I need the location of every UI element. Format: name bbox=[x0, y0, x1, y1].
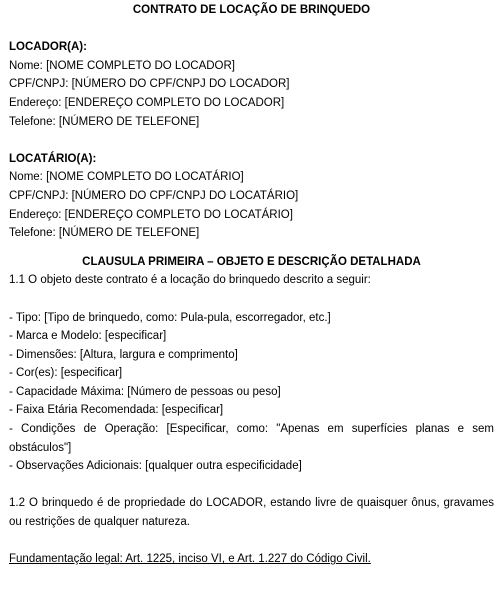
spacer bbox=[9, 290, 494, 309]
spacer bbox=[9, 476, 494, 495]
clausula-item-1-2: 1.2 O brinquedo é de propriedade do LOCADOR, estando livre de quaisquer ônus, gravames ou restrições de qualquer natureza. bbox=[9, 497, 494, 529]
clausula-intro: 1.1 O objeto deste contrato é a locação do brinquedo descrito a seguir: bbox=[9, 274, 371, 287]
list-item: - Capacidade Máxima: [Número de pessoas ou peso] bbox=[9, 385, 281, 398]
locador-heading: LOCADOR(A): bbox=[9, 41, 87, 54]
document-title: CONTRATO DE LOCAÇÃO DE BRINQUEDO bbox=[132, 4, 371, 16]
list-item: - Tipo: [Tipo de brinquedo, como: Pula-pula, escorregador, etc.] bbox=[9, 311, 331, 324]
list-item: - Condições de Operação: [Especificar, como: "Apenas em superfícies planas e sem obstáculos"] bbox=[9, 423, 494, 454]
spacer bbox=[9, 243, 494, 253]
list-item: - Faixa Etária Recomendada: [especificar] bbox=[9, 404, 224, 417]
spacer bbox=[9, 20, 494, 39]
locatario-nome: Nome: [NOME COMPLETO DO LOCATÁRIO] bbox=[9, 171, 244, 184]
list-item: - Dimensões: [Altura, largura e comprimento] bbox=[9, 348, 238, 361]
clausula-heading: CLAUSULA PRIMEIRA – OBJETO E DESCRIÇÃO DETALHADA bbox=[82, 255, 421, 268]
fundamentacao-legal: Fundamentação legal: Art. 1225, inciso VI, e Art. 1.227 do Código Civil. bbox=[9, 553, 371, 566]
list-item: - Observações Adicionais: [qualquer outra especificidade] bbox=[9, 460, 302, 473]
locador-cpf: CPF/CNPJ: [NÚMERO DO CPF/CNPJ DO LOCADOR] bbox=[9, 78, 290, 91]
clausula-primeira bbox=[9, 253, 494, 569]
locador-section bbox=[9, 38, 494, 131]
spacer bbox=[9, 131, 494, 150]
locatario-section bbox=[9, 150, 494, 243]
locatario-heading: LOCATÁRIO(A): bbox=[9, 152, 97, 165]
list-item: - Marca e Modelo: [especificar] bbox=[9, 330, 167, 343]
locatario-endereco: Endereço: [ENDEREÇO COMPLETO DO LOCATÁRIO] bbox=[9, 208, 293, 221]
locador-telefone: Telefone: [NÚMERO DE TELEFONE] bbox=[9, 115, 200, 128]
spacer bbox=[9, 532, 494, 551]
locador-nome: Nome: [NOME COMPLETO DO LOCADOR] bbox=[9, 59, 235, 72]
locador-endereco: Endereço: [ENDEREÇO COMPLETO DO LOCADOR] bbox=[9, 96, 285, 109]
document-page bbox=[0, 1, 500, 601]
locatario-cpf: CPF/CNPJ: [NÚMERO DO CPF/CNPJ DO LOCATÁRIO] bbox=[9, 189, 299, 202]
list-item: - Cor(es): [especificar] bbox=[9, 367, 123, 380]
locatario-telefone: Telefone: [NÚMERO DE TELEFONE] bbox=[9, 227, 200, 240]
